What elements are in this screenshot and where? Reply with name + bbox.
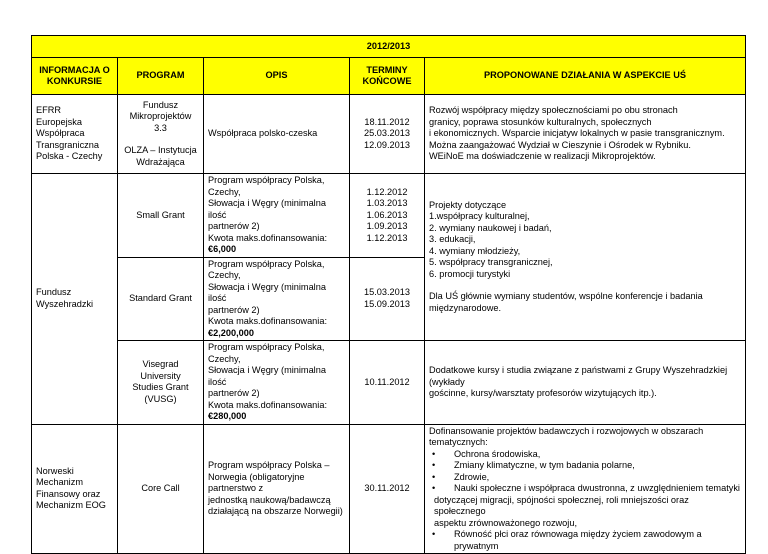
vusg-terminy: 10.11.2012 — [350, 341, 425, 425]
header-dzialania: PROPONOWANE DZIAŁANIA W ASPEKCIE UŚ — [425, 58, 746, 95]
standard-grant-terminy: 15.03.2013 15.09.2013 — [350, 257, 425, 341]
list-item: • Nauki społeczne i współpraca dwustronna, z uwzględnieniem tematyki dotyczącej migracji, spójności społecznej, roli mniejszości oraz społecznego aspektu zrównoważonego rozwoju, — [429, 483, 741, 529]
topic-list — [429, 449, 741, 553]
core-call-opis: Program współpracy Polska – Norwegia (obligatoryjne partnerstwo z jednostką naukową/badawczą działającą na obszarze Norwegii) — [204, 424, 350, 554]
core-call-dzialania — [425, 424, 746, 554]
standard-grant-opis: Program współpracy Polska, Czechy, Słowacja i Węgry (minimalna ilość partnerów 2) Kwota maks.dofinansowania: €2,200,000 — [204, 257, 350, 341]
grants-table — [31, 35, 746, 554]
small-grant-amount: €6,000 — [208, 244, 237, 254]
header-terminy: TERMINY KOŃCOWE — [350, 58, 425, 95]
core-call-program: Core Call — [118, 424, 204, 554]
list-item: • Zmiany klimatyczne, w tym badania polarne, — [429, 460, 741, 472]
efrr-terminy: 18.11.2012 25.03.2013 12.09.2013 — [350, 95, 425, 174]
efrr-opis: Współpraca polsko-czeska — [204, 95, 350, 174]
norway-info: Norweski Mechanizm Finansowy oraz Mechanizm EOG — [32, 424, 118, 554]
vusg-amount: €280,000 — [208, 411, 247, 421]
small-grant-program: Small Grant — [118, 174, 204, 258]
core-call-intro: Dofinansowanie projektów badawczych i rozwojowych w obszarach tematycznych: — [429, 425, 704, 447]
table-row — [32, 174, 746, 258]
visegrad-dzialania: Projekty dotyczące 1.współpracy kulturalnej, 2. wymiany naukowej i badań, 3. edukacji, 4. wymiany młodzieży, 5. współpracy transgranicznej, 6. promocji turystyki Dla UŚ głównie wymiany studentów, wspólne konferencje i badania międzynarodowe. — [425, 174, 746, 341]
small-grant-opis: Program współpracy Polska, Czechy, Słowacja i Węgry (minimalna ilość partnerów 2) Kwota maks.dofinansowania: €6,000 — [204, 174, 350, 258]
year-title: 2012/2013 — [32, 36, 746, 58]
vusg-dzialania: Dodatkowe kursy i studia związane z państwami z Grupy Wyszehradzkiej (wykłady gościnne, kursy/warsztaty profesorów wizytujących itp.). — [425, 341, 746, 425]
table-row — [32, 95, 746, 174]
small-grant-terminy: 1.12.2012 1.03.2013 1.06.2013 1.09.2013 1.12.2013 — [350, 174, 425, 258]
visegrad-info: Fundusz Wyszehradzki — [32, 174, 118, 425]
efrr-info: EFRR Europejska Współpraca Transgraniczna Polska - Czechy — [32, 95, 118, 174]
year-row — [32, 36, 746, 58]
efrr-program: Fundusz Mikroprojektów 3.3 OLZA – Instytucja Wdrażająca — [118, 95, 204, 174]
core-call-terminy: 30.11.2012 — [350, 424, 425, 554]
list-item: • Ochrona środowiska, — [429, 449, 741, 461]
table-row — [32, 424, 746, 554]
header-info: INFORMACJA O KONKURSIE — [32, 58, 118, 95]
header-opis: OPIS — [204, 58, 350, 95]
list-item: • Zdrowie, — [429, 472, 741, 484]
standard-grant-amount: €2,200,000 — [208, 327, 254, 338]
standard-grant-program: Standard Grant — [118, 257, 204, 341]
efrr-dzialania: Rozwój współpracy między społecznościami po obu stronach granicy, poprawa stosunków kulturalnych, społecznych i ekonomicznych. Wsparcie inicjatyw lokalnych w pasie transgranicznym. Można zaangażować Wydział w Cieszynie i Ośrodek w Rybniku. WEiNoE ma doświadczenie w realizacji Mikroprojektów. — [425, 95, 746, 174]
header-row — [32, 58, 746, 95]
header-program: PROGRAM — [118, 58, 204, 95]
table-row — [32, 341, 746, 425]
vusg-opis: Program współpracy Polska, Czechy, Słowacja i Węgry (minimalna ilość partnerów 2) Kwota maks.dofinansowania: €280,000 — [204, 341, 350, 425]
vusg-program: Visegrad University Studies Grant (VUSG) — [118, 341, 204, 425]
list-item: • Równość płci oraz równowaga między życiem zawodowym a prywatnym — [429, 529, 741, 552]
